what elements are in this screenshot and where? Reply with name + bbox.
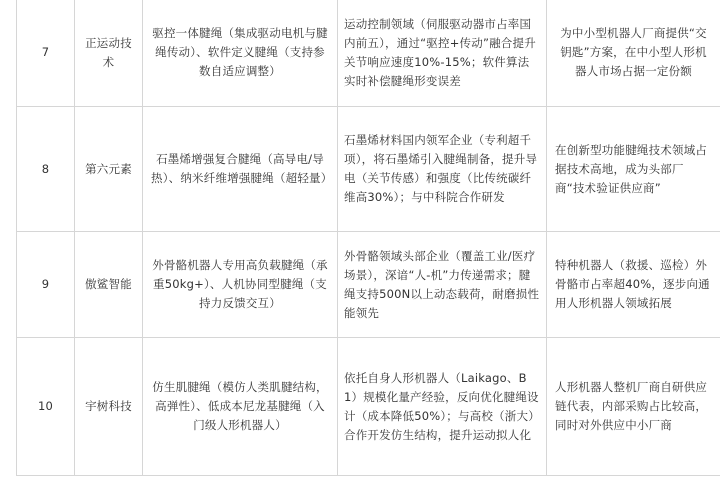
product-tech-cell: 石墨烯增强复合腱绳（高导电/导热）、纳米纤维增强腱绳（超轻量）: [143, 107, 338, 232]
market-position-cell: 在创新型功能腱绳技术领域占据技术高地，成为头部厂商“技术验证供应商”: [547, 107, 720, 232]
market-position-cell: 特种机器人（救援、巡检）外骨骼市占率超40%，逐步向通用人形机器人领域拓展: [547, 232, 720, 338]
market-position-cell: 人形机器人整机厂商自研供应链代表，内部采购占比较高，同时对外供应中小厂商: [547, 338, 720, 476]
table-row: [17, 338, 720, 476]
market-position-cell: 为中小型机器人厂商提供“交钥匙”方案，在中小型人形机器人市场占据一定份额: [547, 0, 720, 107]
competitive-position-cell: 外骨骼领域头部企业（覆盖工业/医疗场景），深谙“人-机”力传递需求；腱绳支持500N以上动态载荷，耐磨损性能领先: [338, 232, 547, 338]
company-name: 第六元素: [75, 107, 143, 232]
company-name: 正运动技术: [75, 0, 143, 107]
competitive-position-cell: 运动控制领域（伺服驱动器市占率国内前五），通过“驱控+传动”融合提升关节响应速度10%-15%；软件算法实时补偿腱绳形变误差: [338, 0, 547, 107]
table-row: [17, 232, 720, 338]
row-number: 7: [17, 0, 75, 107]
row-number: 10: [17, 338, 75, 476]
table-row: [17, 0, 720, 107]
product-tech-cell: 外骨骼机器人专用高负载腱绳（承重50kg+）、人机协同型腱绳（支持力反馈交互）: [143, 232, 338, 338]
company-table: [16, 0, 720, 476]
row-number: 9: [17, 232, 75, 338]
product-tech-cell: 驱控一体腱绳（集成驱动电机与腱绳传动）、软件定义腱绳（支持参数自适应调整）: [143, 0, 338, 107]
row-number: 8: [17, 107, 75, 232]
company-name: 傲鲨智能: [75, 232, 143, 338]
product-tech-cell: 仿生肌腱绳（模仿人类肌腱结构，高弹性）、低成本尼龙基腱绳（入门级人形机器人）: [143, 338, 338, 476]
table-row: [17, 107, 720, 232]
company-name: 宇树科技: [75, 338, 143, 476]
competitive-position-cell: 石墨烯材料国内领军企业（专利超千项），将石墨烯引入腱绳制备，提升导电（关节传感）和强度（比传统碳纤维高30%）；与中科院合作研发: [338, 107, 547, 232]
competitive-position-cell: 依托自身人形机器人（Laikago、B1）规模化量产经验，反向优化腱绳设计（成本降低50%）；与高校（浙大）合作开发仿生结构，提升运动拟人化: [338, 338, 547, 476]
